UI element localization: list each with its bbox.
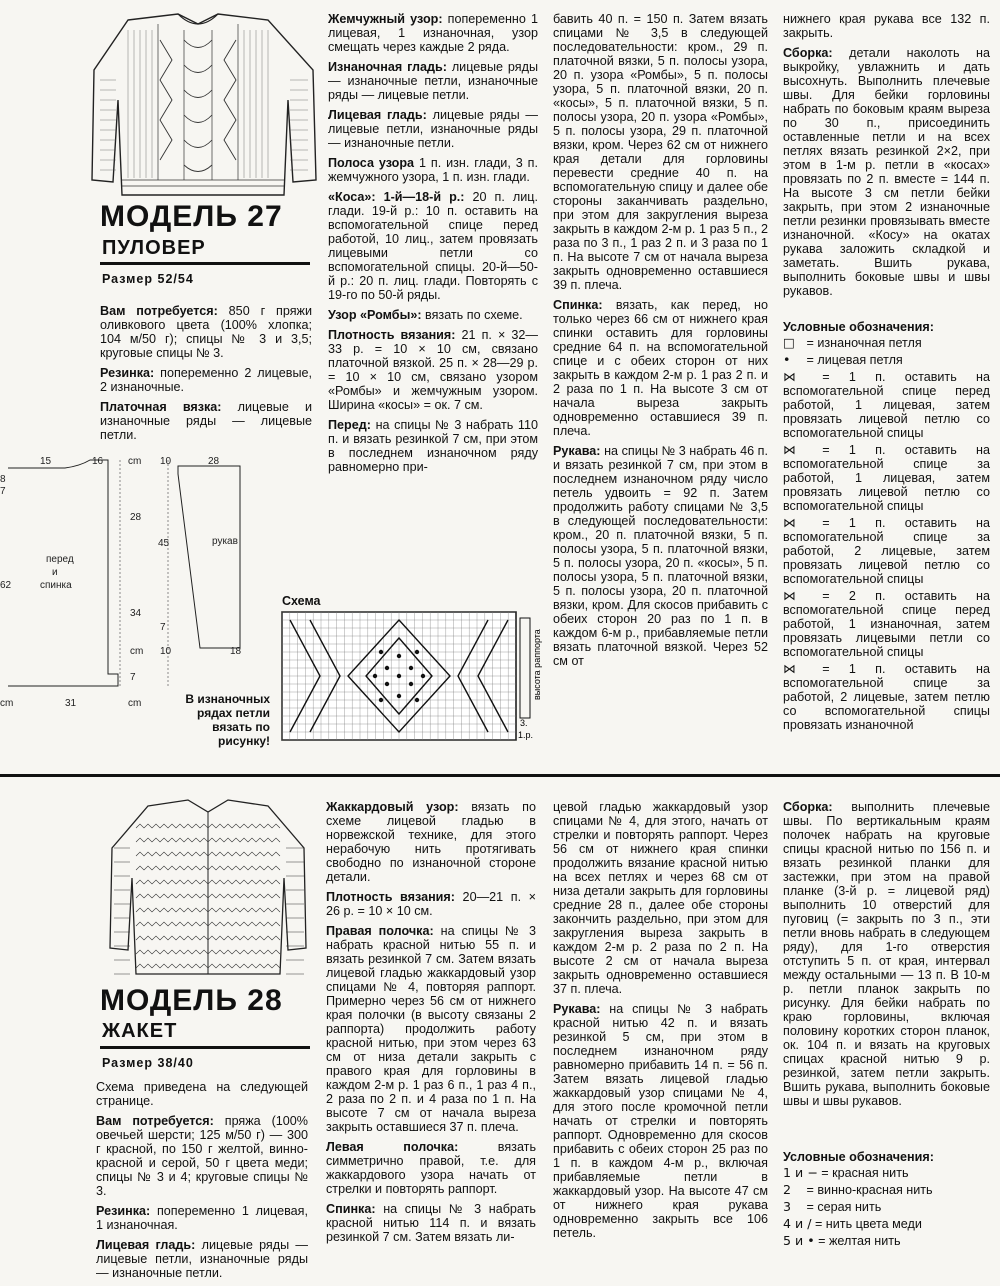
- paragraph: [553, 444, 768, 668]
- paragraph-text: на спицы № 3 набрать красной нитью 55 п. и вязать резинкой 7 см. Затем вязать лицевой гладью жаккардовый узор спицами № 4, повторяя раппорт. Примерно через 56 см от нижнего края полочки (в высоту связаны 2 раппорта) продолжить работу красной нитью, при этом через 63 см от низа детали закрыть с правого края для горловины в каждом 2-м р. 1 раз 6 п., 1 раз 4 п., 2 раза по 2 п. и 4 раза по 1 п. На высоте 7 см от начала выреза закрыть оставшиеся 37 п. плеча.: [326, 924, 537, 1134]
- title-underline-2: [100, 1046, 310, 1049]
- legend-symbol: ⋈: [783, 369, 796, 384]
- scheme-dot: [379, 650, 383, 654]
- paragraph-heading: Сборка:: [783, 46, 833, 60]
- legend-symbol: □: [783, 335, 795, 350]
- legend-symbol: 1 и −: [783, 1165, 818, 1180]
- paragraph-text: на спицы № 3 набрать красной нитью 42 п. и вязать резинкой 5 см, при этом в последнем изнаночном ряду равномерно прибавить 14 п. = 56 п. Затем вязать лицевой гладью жаккардовый узор спицами № 4, для этого после кромочной петли начать от стрелки и повторять раппорт. Одновременно для скосов прибавить с обеих сторон 25 раз по 1 п. в каждом 4-м р., включая прибавляемые петли в жаккардовый узор. На высоте 47 см от нижнего края рукава одновременно закрыть все 106 петель.: [553, 1002, 768, 1240]
- paragraph: [96, 1238, 308, 1280]
- jacket-illustration: [108, 798, 308, 978]
- svg-text:8: 8: [0, 474, 6, 485]
- svg-text:перед: перед: [46, 554, 74, 565]
- legend-text: = 1 п. оставить на вспомогательной спице за работой, 2 лицевые, затем петлю со вспомогательной спицы провязать изнаночной: [783, 662, 990, 732]
- model28-col2: [326, 800, 536, 1250]
- paragraph-heading: Полоса узора: [328, 156, 415, 170]
- legend-symbol: 2: [783, 1182, 792, 1197]
- legend-symbol: 5 и •: [783, 1233, 815, 1248]
- legend-text: = 1 п. оставить на вспомогательной спице за работой, 2 лицевые, затем провязать лицевой петлю со вспомогательной спицы: [783, 516, 990, 586]
- paragraph-heading: Лицевая гладь:: [328, 108, 427, 122]
- paragraph-text: 21 п. × 32—33 р. = 10 × 10 см, связано платочной вязкой. 25 п. × 28—29 р. = 10 × 10 см, связано узором «Ромбы» и жемчужным узором. Ширина «косы» = ок. 7 см.: [328, 328, 538, 412]
- paragraph-text: детали наколоть на выкройку, увлажнить и дать высохнуть. Выполнить плечевые швы. Для бейки горловины набрать по боковым краям выреза по 30 п., присоединить оставленные петли и на всех петлях вязать резинкой 2×2, при этом в 1-м р. петли в «косах» провязать по 2 п. вместе = 144 п. На высоте 3 см петли бейки закрыть, при этом 2 изнаночные петли резинки провязывать вместе изнаночной. «Косу» на окатах рукава заложить складкой и заметать. Вшить рукава, выполнить боковые швы и швы рукавов.: [783, 46, 990, 298]
- paragraph-text: пряжа (100% овечьей шерсти; 125 м/50 г) — 300 г красной, по 150 г желтой, винно-красной и серой, 50 г цвета меди; спицы № 3 и 4; круговые спицы № 3.: [96, 1114, 308, 1198]
- model28-legend: [783, 1150, 990, 1251]
- rhombus-scheme: [280, 610, 548, 744]
- paragraph-text: 1 п. изн. глади, 3 п. жемчужного узора, 1 п. изн. глади.: [328, 156, 538, 184]
- svg-text:7: 7: [160, 622, 166, 633]
- paragraph-heading: Рукава:: [553, 444, 601, 458]
- legend-text: = нить цвета меди: [811, 1217, 922, 1231]
- model27-col3: [553, 12, 768, 674]
- paragraph-text: вязать симметрично правой, т.е. для жаккардового узора начать от стрелки и повторять раппорт.: [326, 1140, 537, 1196]
- scheme-dot: [415, 650, 419, 654]
- legend-item: [783, 516, 990, 586]
- svg-text:10: 10: [160, 646, 172, 657]
- legend-text: = желтая нить: [814, 1234, 901, 1248]
- legend-text: = красная нить: [817, 1166, 909, 1180]
- paragraph: [328, 60, 538, 102]
- scheme-dot: [385, 666, 389, 670]
- paragraph-text: 20—21 п. × 26 р. = 10 × 10 см.: [326, 890, 536, 918]
- legend-symbol: 3: [783, 1199, 792, 1214]
- model27-title: МОДЕЛЬ 27: [100, 200, 283, 233]
- svg-text:и: и: [52, 567, 58, 578]
- scheme-dot: [379, 698, 383, 702]
- model27-subtitle: ПУЛОВЕР: [102, 237, 206, 259]
- paragraph: [328, 108, 538, 150]
- legend-item: [783, 370, 990, 440]
- paragraph: [553, 12, 768, 292]
- scheme-title: Схема: [282, 594, 321, 608]
- legend-text: = 1 п. оставить на вспомогательной спице перед работой, 1 лицевая, затем провязать лицевой петлю со вспомогательной спицы: [783, 370, 990, 440]
- paragraph: [326, 890, 536, 918]
- paragraph-text: лицевые ряды — лицевые петли, изнаночные ряды — изнаночные петли.: [96, 1238, 308, 1280]
- svg-text:cm: cm: [130, 646, 144, 657]
- legend-item: [783, 443, 990, 513]
- paragraph: [328, 328, 538, 412]
- purl-rows-note: В изнаночных рядах петли вязать по рисунку!: [185, 692, 270, 748]
- svg-text:62: 62: [0, 580, 12, 591]
- legend-item: [783, 336, 990, 350]
- paragraph: [783, 46, 990, 298]
- model28-title: МОДЕЛЬ 28: [100, 984, 283, 1017]
- paragraph-text: 850 г пряжи оливкового цвета (100% хлопка; 104 м/50 г); спицы № 3 и 3,5; круговые спицы № 3.: [100, 304, 312, 360]
- paragraph-text: вязать, как перед, но только через 66 см от нижнего края спинки оставить для горловины средние 64 п. на вспомогательной спице и с обеих сторон от них закрыть в каждом 2-м р. 1 раз 2 п. и 2 раза по 1 п. На высоте 3 см от начала выреза закрыть одновременно оставшиеся 39 п. плеча.: [553, 298, 768, 438]
- paragraph-text: нижнего края рукава все 132 п. закрыть.: [783, 12, 990, 40]
- paragraph: [326, 1140, 536, 1196]
- scheme-dot: [397, 654, 401, 658]
- paragraph-heading: Резинка:: [100, 366, 155, 380]
- scheme-dot: [385, 682, 389, 686]
- svg-text:18: 18: [230, 646, 242, 657]
- paragraph-heading: Плотность вязания:: [328, 328, 456, 342]
- title-underline: [100, 262, 310, 265]
- scheme-dot: [409, 666, 413, 670]
- svg-text:45: 45: [158, 538, 170, 549]
- scheme-dot: [421, 674, 425, 678]
- model27-col4: [783, 12, 990, 304]
- paragraph: [96, 1204, 308, 1232]
- paragraph: [783, 800, 990, 1108]
- paragraph-text: вязать по схеме лицевой гладью в норвежской технике, для этого нерабочую нить протягивать свободно по изнаночной стороне детали.: [326, 800, 536, 884]
- svg-text:7: 7: [0, 486, 6, 497]
- legend-symbol: ⋈: [783, 442, 796, 457]
- legend-item: [783, 1234, 990, 1248]
- paragraph-text: лицевые ряды — изнаночные петли, изнаночные ряды — лицевые петли.: [328, 60, 538, 102]
- svg-text:15: 15: [40, 456, 52, 467]
- paragraph: [783, 12, 990, 40]
- legend-text: = изнаночная петля: [803, 336, 922, 350]
- svg-text:16: 16: [92, 456, 104, 467]
- paragraph-text: лицевые и изнаночные ряды — лицевые петли.: [100, 400, 312, 442]
- paragraph-text: попеременно 1 лицевая, 1 изнаночная.: [96, 1204, 308, 1232]
- scheme-dot: [373, 674, 377, 678]
- legend-title: Условные обозначения:: [783, 320, 934, 334]
- legend-text: = винно-красная нить: [803, 1183, 933, 1197]
- pattern-pieces-diagram: [0, 448, 275, 713]
- paragraph-heading: Плотность вязания:: [326, 890, 455, 904]
- svg-text:cm: cm: [128, 698, 142, 709]
- model28-size: Размер 38/40: [102, 1056, 194, 1070]
- svg-text:спинка: спинка: [40, 580, 72, 591]
- paragraph: [96, 1114, 308, 1198]
- paragraph-text: вязать по схеме.: [421, 308, 523, 322]
- legend-text: = серая нить: [803, 1200, 882, 1214]
- legend-item: [783, 1217, 990, 1231]
- model27-size: Размер 52/54: [102, 272, 194, 286]
- paragraph: [328, 12, 538, 54]
- model27-col2: [328, 12, 538, 480]
- svg-text:рукав: рукав: [212, 536, 238, 547]
- scheme-dot: [397, 674, 401, 678]
- paragraph-text: 20 п. лиц. глади. 19-й р.: 10 п. оставить на вспомогательной спице перед работой, 10 лиц., затем провязать лицевыми петли со вспомогательной спицы. 20-й—50-й р.: 20 п. лиц. глади. Повторять с 19-го по 50-й ряды.: [328, 190, 538, 302]
- paragraph: [553, 800, 768, 996]
- model28-subtitle: ЖАКЕТ: [102, 1020, 178, 1042]
- model28-col3: [553, 800, 768, 1246]
- paragraph-heading: Лицевая гладь:: [96, 1238, 196, 1252]
- paragraph-heading: Узор «Ромбы»:: [328, 308, 422, 322]
- paragraph-heading: Жаккардовый узор:: [326, 800, 459, 814]
- paragraph: [553, 1002, 768, 1240]
- paragraph-heading: Вам потребуется:: [96, 1114, 214, 1128]
- paragraph-heading: Перед:: [328, 418, 371, 432]
- svg-text:10: 10: [160, 456, 172, 467]
- paragraph: [326, 1202, 536, 1244]
- paragraph: [328, 308, 538, 322]
- paragraph-heading: Левая полочка:: [326, 1140, 459, 1154]
- paragraph: [100, 366, 312, 394]
- paragraph: [326, 800, 536, 884]
- paragraph-heading: Спинка:: [326, 1202, 376, 1216]
- legend-item: [783, 662, 990, 732]
- paragraph: [328, 418, 538, 474]
- model27-legend: [783, 320, 990, 735]
- paragraph: [328, 190, 538, 302]
- paragraph: [100, 400, 312, 442]
- paragraph: [96, 1080, 308, 1108]
- paragraph-heading: Рукава:: [553, 1002, 601, 1016]
- row-3-label: 3.: [520, 718, 528, 728]
- legend-text: = лицевая петля: [803, 353, 903, 367]
- legend-text: = 2 п. оставить на вспомогательной спице перед работой, 1 изнаночная, затем провязать лицевыми петли со вспомогательной спицы: [783, 589, 990, 659]
- paragraph-heading: Правая полочка:: [326, 924, 434, 938]
- paragraph-heading: Изнаночная гладь:: [328, 60, 447, 74]
- paragraph-heading: Сборка:: [783, 800, 833, 814]
- legend-symbol: •: [783, 352, 791, 367]
- scheme-dot: [397, 694, 401, 698]
- row-1-label: 1.р.: [518, 730, 534, 740]
- legend-symbol: 4 и /: [783, 1216, 812, 1231]
- svg-text:34: 34: [130, 608, 142, 619]
- section-divider: [0, 774, 1000, 777]
- svg-text:28: 28: [208, 456, 220, 467]
- paragraph-heading: Платочная вязка:: [100, 400, 222, 414]
- paragraph-heading: Вам потребуется:: [100, 304, 218, 318]
- model27-col1: [100, 304, 312, 448]
- legend-title-2: Условные обозначения:: [783, 1150, 934, 1164]
- paragraph-text: попеременно 2 лицевые, 2 изнаночные.: [100, 366, 312, 394]
- legend-symbol: ⋈: [783, 661, 796, 676]
- model28-col4: [783, 800, 990, 1114]
- paragraph-heading: «Коса»: 1-й—18-й р.:: [328, 190, 465, 204]
- paragraph: [328, 156, 538, 184]
- legend-item: [783, 1200, 990, 1214]
- paragraph-heading: Резинка:: [96, 1204, 151, 1218]
- paragraph-text: попеременно 1 лицевая, 1 изнаночная, узор смещать через каждые 2 ряда.: [328, 12, 539, 54]
- paragraph-text: выполнить плечевые швы. По вертикальным краям полочек набрать на круговые спицы красной нитью по 156 п. и вязать резинкой планки для застежки, при этом на правой планке (3-й р. = лицевой ряд) выполнить 10 отверстий для пуговиц (= закрыть по 3 п., эти петли вновь набрать в следующем ряду), для 1-го отверстия отступить 5 п. от края, интервал между остальными — 13 п. В 10-м р. петли планок закрыть по рисунку. Для бейки набрать по краю горловины, включая половину коротких сторон планок, ок. 104 п. и вязать на круговых спицах красной нитью 9 р. резинкой, затем петли закрыть. Вшить рукава, выполнить боковые швы и швы рукавов.: [783, 800, 990, 1108]
- svg-text:cm: cm: [0, 698, 14, 709]
- paragraph-text: лицевые ряды — лицевые петли, изнаночные ряды — изнаночные петли.: [328, 108, 538, 150]
- paragraph: [100, 304, 312, 360]
- model28-col1: [96, 1080, 308, 1286]
- svg-text:28: 28: [130, 512, 142, 523]
- legend-item: [783, 1166, 990, 1180]
- svg-text:7: 7: [130, 672, 136, 683]
- paragraph-text: на спицы № 3 набрать 110 п. и вязать резинкой 7 см, при этом в последнем изнаночном ряду равномерно при-: [328, 418, 538, 474]
- paragraph-text: цевой гладью жаккардовый узор спицами № 4, для этого, начать от стрелки и повторять раппорт. Через 56 см от нижнего края спинки продолжить вязание красной нитью на всех петлях и через 68 см от низа детали закрыть для горловины средние 28 п., далее обе стороны закончить раздельно, при этом для закругления выреза закрыть в каждом 2-м р. 2 раза по 2 п. На высоте 2 см от начала выреза закрыть одновременно оставшиеся 37 п. плеча.: [553, 800, 768, 996]
- paragraph-text: бавить 40 п. = 150 п. Затем вязать спицами № 3,5 в следующей последовательности: кром., 29 п. платочной вязки, 5 п. полосы узора, 20 п. узора «Ромбы», 5 п. полосы узора, 5 п. платочной вязки, 20 п. «косы», 5 п. платочной вязки, 5 п. полосы узора, 20 п. узора «Ромбы», 5 п. полосы узора, 29 п. платочной вязки, кром. Через 62 см от нижнего края детали для горловины перевести средние 40 п. на вспомогательную спицу и далее обе стороны заканчивать раздельно, при этом для закругления выреза закрыть в каждом 2-м р. 1 раз 5 п., 2 раза по 3 п., 1 раз 2 п. и 3 раза по 1 п. На высоте 7 см от начала выреза закрыть одновременно оставшиеся 39 п. плеча.: [553, 12, 768, 292]
- legend-item: [783, 1183, 990, 1197]
- paragraph-text: на спицы № 3 набрать 46 п. и вязать резинкой 7 см, при этом в последнем изнаночном ряду число петель удвоить = 92 п. Затем продолжить работу спицами № 3,5 в следующей последовательности: кром., 20 п. платочной вязки, 5 п. полосы узора, 5 п. платочной вязки, 5 п. полосы узора, 20 п. «косы», 5 п. полосы узора, 5 п. платочной вязки, 5 п. полосы узора, 20 п. платочной вязки, кром. Для скосов прибавить с обеих сторон 20 раз по 1 п. в каждом 6-м р., прибавляемые петли вязать платочной вязкой. Через 52 см от: [553, 444, 768, 668]
- scheme-dot: [409, 682, 413, 686]
- paragraph: [326, 924, 536, 1134]
- legend-symbol: ⋈: [783, 515, 796, 530]
- paragraph-heading: Спинка:: [553, 298, 603, 312]
- svg-text:cm: cm: [128, 456, 142, 467]
- legend-item: [783, 353, 990, 367]
- sweater-illustration: [88, 10, 320, 200]
- legend-item: [783, 589, 990, 659]
- paragraph-text: на спицы № 3 набрать красной нитью 114 п. и вязать резинкой 7 см. Затем вязать ли-: [326, 1202, 536, 1244]
- scheme-dot: [415, 698, 419, 702]
- paragraph: [553, 298, 768, 438]
- paragraph-text: Схема приведена на следующей странице.: [96, 1080, 308, 1108]
- svg-text:31: 31: [65, 698, 77, 709]
- legend-text: = 1 п. оставить на вспомогательной спице за работой, 1 лицевая, затем провязать лицевой петлю со вспомогательной спицы: [783, 443, 990, 513]
- legend-symbol: ⋈: [783, 588, 796, 603]
- rapport-height-label: высота раппорта: [532, 629, 542, 700]
- paragraph-heading: Жемчужный узор:: [328, 12, 443, 26]
